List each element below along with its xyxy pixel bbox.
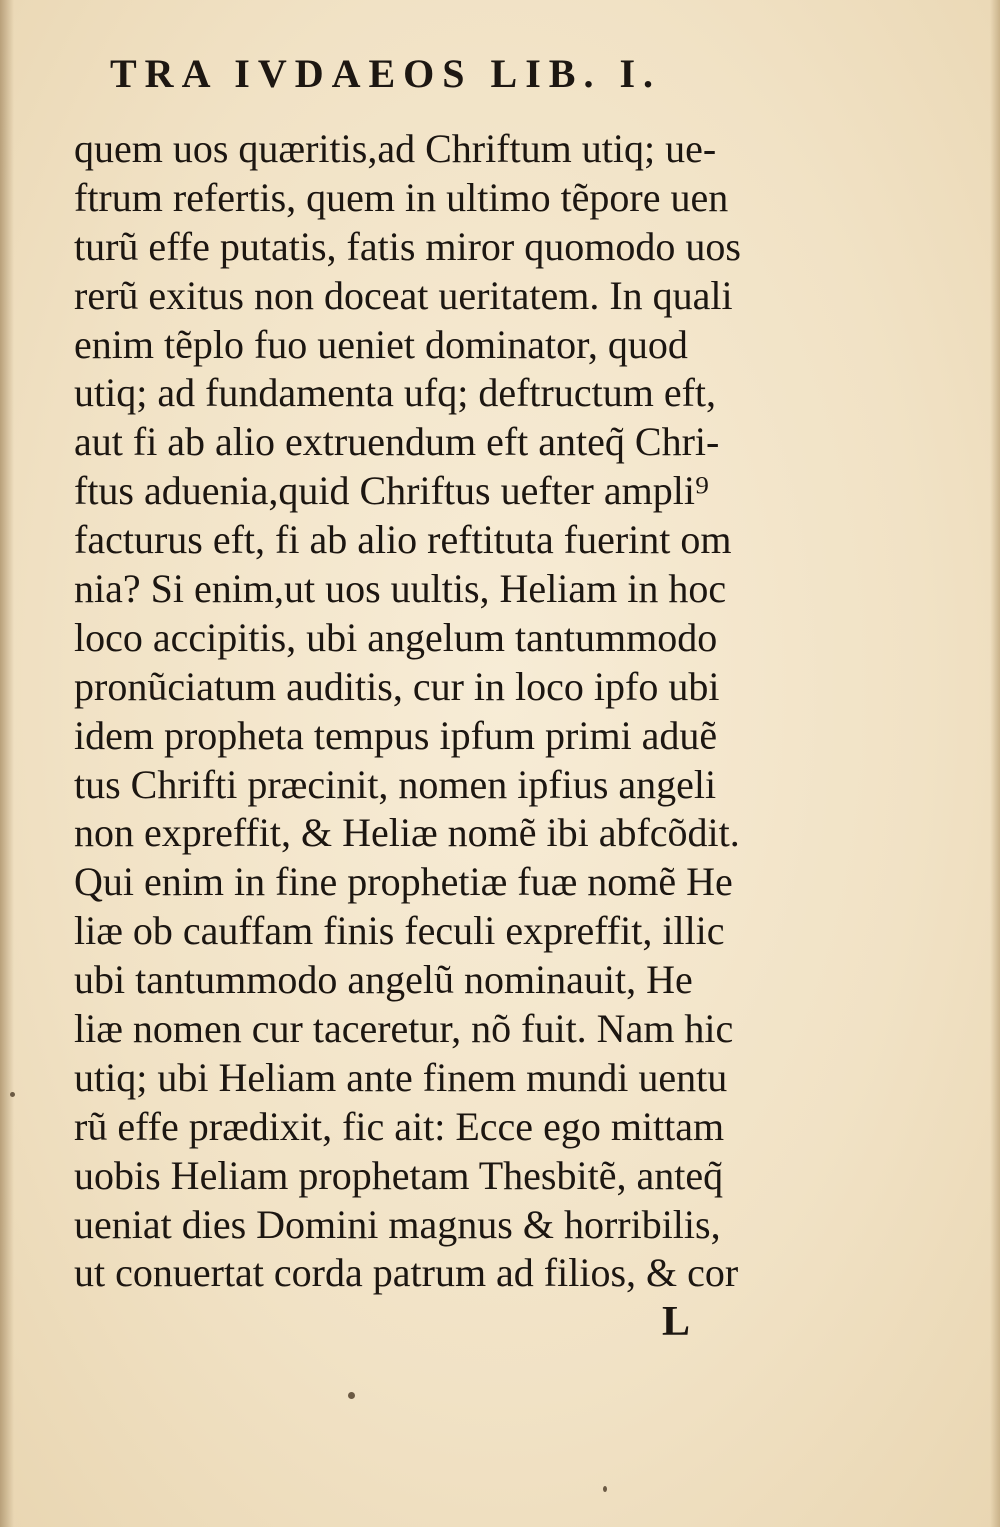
ink-speck: [348, 1392, 355, 1399]
text-line: enim tẽplo fuo ueniet dominator, quod: [74, 321, 688, 367]
text-line: ueniat dies Domini magnus & horribilis,: [74, 1201, 721, 1247]
text-line: ftrum refertis, quem in ultimo tẽpore uen: [74, 174, 729, 220]
text-line: uobis Heliam prophetam Thesbitẽ, anteq̃: [74, 1152, 724, 1198]
text-line: quem uos quæritis,ad Chriftum utiq; ue-: [74, 126, 717, 171]
page-edge-right: [990, 0, 1000, 1527]
text-line: Qui enim in fine prophetiæ fuæ nomẽ He: [74, 859, 733, 905]
running-head: TRA IVDAEOS LIB. I.: [110, 51, 662, 96]
text-line: facturus eft, fi ab alio reftituta fuerint om: [74, 517, 732, 563]
ink-speck: [603, 1486, 607, 1492]
text-line: rerũ exitus non doceat ueritatem. In quali: [74, 272, 733, 318]
text-line: aut fi ab alio extruendum eft anteq̃ Chri-: [74, 419, 720, 465]
text-line: liæ ob cauffam finis feculi expreffit, illic: [74, 908, 725, 954]
body-text: [74, 125, 814, 1298]
text-line: utiq; ubi Heliam ante finem mundi uentu: [74, 1054, 728, 1100]
text-line: pronũciatum auditis, cur in loco ipfo ubi: [74, 663, 720, 709]
text-line: ftus aduenia,quid Chriftus uefter ampli⁹: [74, 468, 709, 514]
text-line: non expreffit, & Heliæ nomẽ ibi abfcõdit.: [74, 810, 740, 856]
text-line: rũ effe prædixit, fic ait: Ecce ego mittam: [74, 1103, 725, 1149]
text-line: idem propheta tempus ipfum primi aduẽ: [74, 712, 718, 758]
text-line: ubi tantummodo angelũ nominauit, He: [74, 957, 693, 1003]
text-line: liæ nomen cur taceretur, nõ fuit. Nam hic: [74, 1006, 734, 1052]
signature-mark: L: [662, 1299, 691, 1345]
text-line: nia? Si enim,ut uos uultis, Heliam in hoc: [74, 566, 727, 612]
ink-speck: [10, 1092, 15, 1097]
page-edge-left: [0, 0, 14, 1527]
text-line: turũ effe putatis, fatis miror quomodo uos: [74, 223, 741, 269]
text-line: utiq; ad fundamenta ufq; deftructum eft,: [74, 370, 717, 416]
text-line: tus Chrifti præcinit, nomen ipfius angeli: [74, 761, 717, 807]
text-line: ut conuertat corda patrum ad filios, & cor: [74, 1250, 739, 1296]
text-line: loco accipitis, ubi angelum tantummodo: [74, 614, 718, 660]
